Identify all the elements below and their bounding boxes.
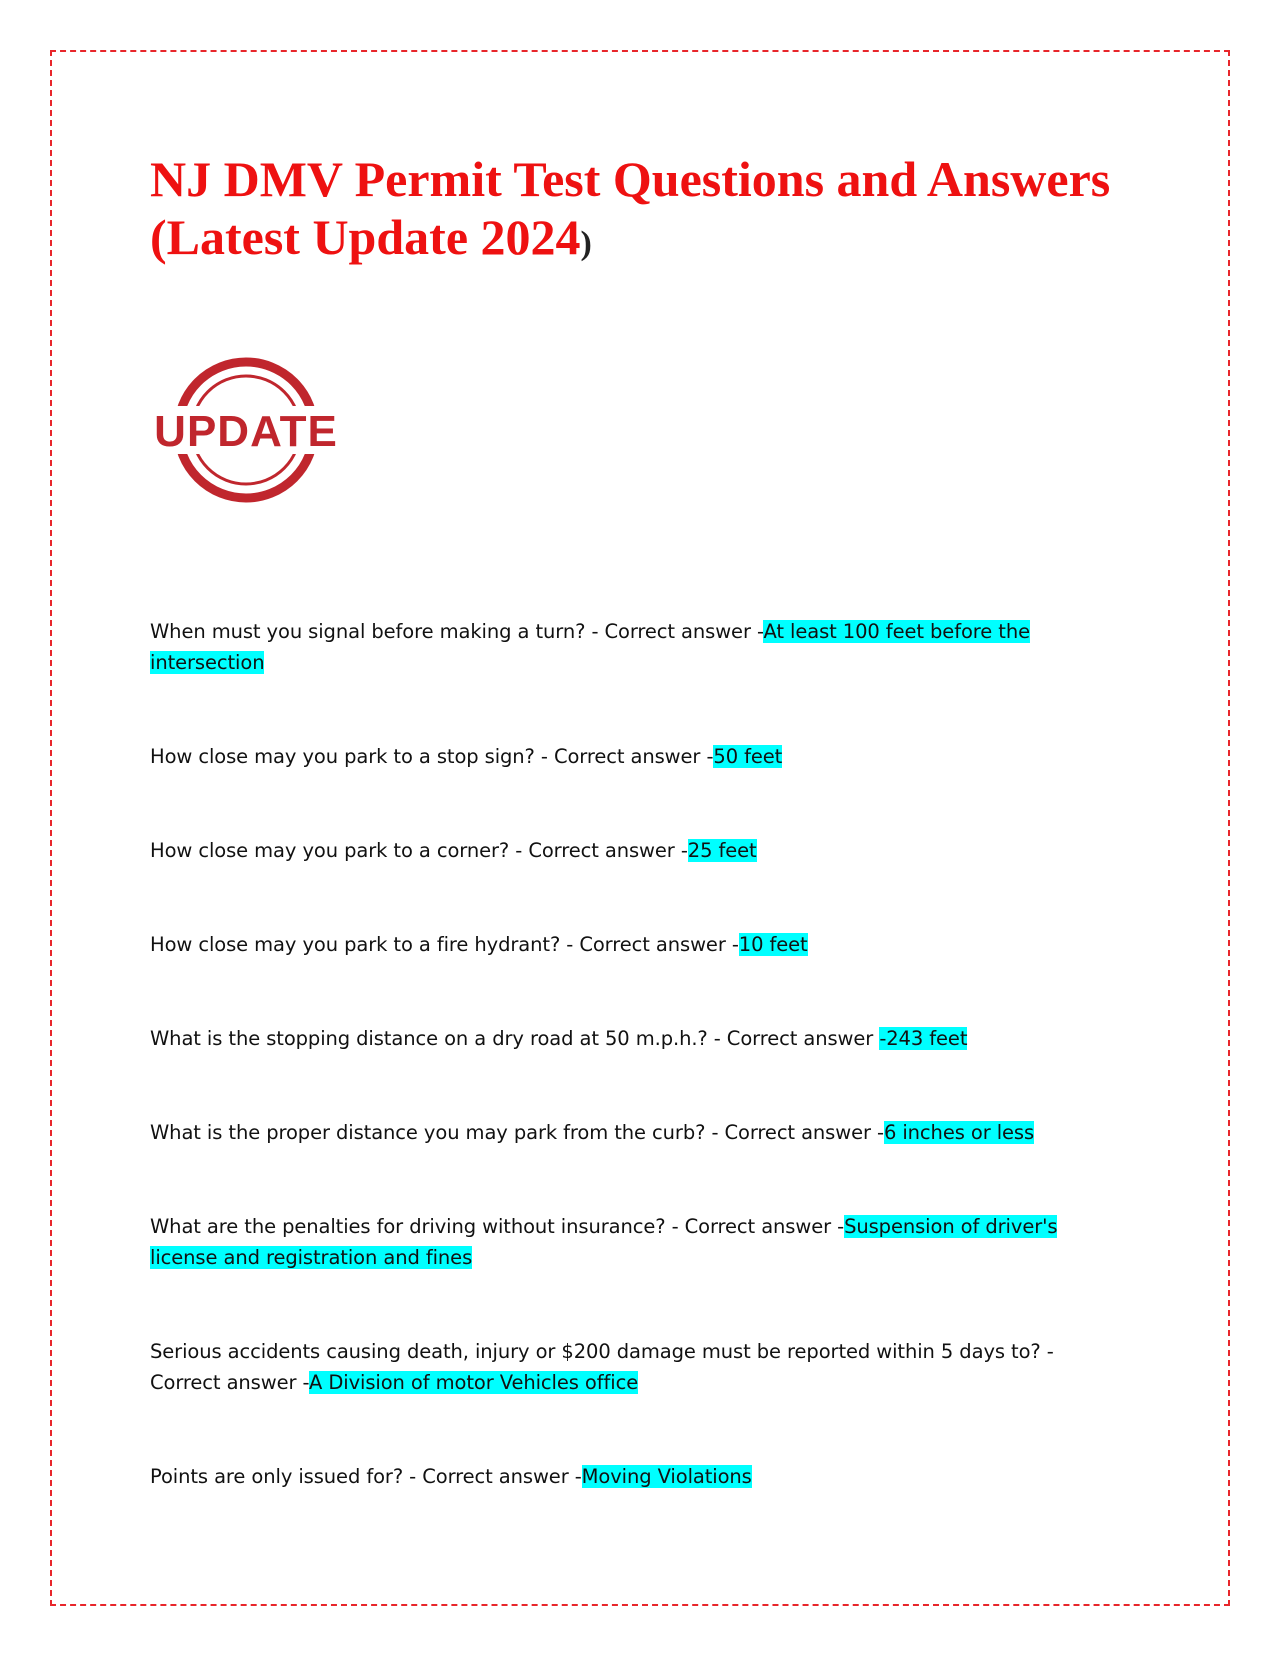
answer-highlight: A Division of motor Vehicles office: [309, 1371, 639, 1394]
document-title: [150, 150, 1150, 273]
question-text: How close may you park to a fire hydrant? - Correct answer -: [150, 933, 739, 956]
question-text: What is the stopping distance on a dry road at 50 m.p.h.? - Correct answer: [150, 1027, 880, 1050]
title-closing-paren: ): [580, 225, 592, 262]
stamp-text: UPDATE: [154, 407, 338, 456]
qa-item: [150, 929, 1130, 960]
qa-list: [150, 616, 1130, 1492]
update-stamp-icon: [148, 356, 344, 504]
question-text: Points are only issued for? - Correct answer -: [150, 1465, 582, 1488]
answer-highlight: -243 feet: [879, 1027, 968, 1050]
question-text: How close may you park to a corner? - Correct answer -: [150, 839, 688, 862]
answer-highlight: 50 feet: [713, 745, 783, 768]
answer-highlight: 25 feet: [687, 839, 757, 862]
qa-item: [150, 1117, 1130, 1148]
answer-highlight: 6 inches or less: [883, 1121, 1035, 1144]
qa-item: [150, 741, 1130, 772]
answer-highlight: At least 100 feet before the intersection: [150, 620, 1030, 674]
question-text: What are the penalties for driving without insurance? - Correct answer -: [150, 1215, 845, 1238]
qa-item: [150, 616, 1130, 678]
question-text: How close may you park to a stop sign? - Correct answer -: [150, 745, 714, 768]
qa-item: [150, 1211, 1130, 1273]
qa-item: [150, 1461, 1130, 1492]
question-text: What is the proper distance you may park from the curb? - Correct answer -: [150, 1121, 884, 1144]
qa-item: [150, 1336, 1130, 1398]
question-text: When must you signal before making a turn? - Correct answer -: [150, 620, 764, 643]
qa-item: [150, 835, 1130, 866]
answer-highlight: Suspension of driver's license and registration and fines: [150, 1215, 1058, 1269]
question-text: Serious accidents causing death, injury or $200 damage must be reported within 5 days to? - Correct answer -: [150, 1340, 1054, 1394]
answer-highlight: 10 feet: [738, 933, 808, 956]
answer-highlight: Moving Violations: [581, 1465, 752, 1488]
title-text: NJ DMV Permit Test Questions and Answers (Latest Update 2024: [150, 151, 1111, 265]
qa-item: [150, 1023, 1130, 1054]
